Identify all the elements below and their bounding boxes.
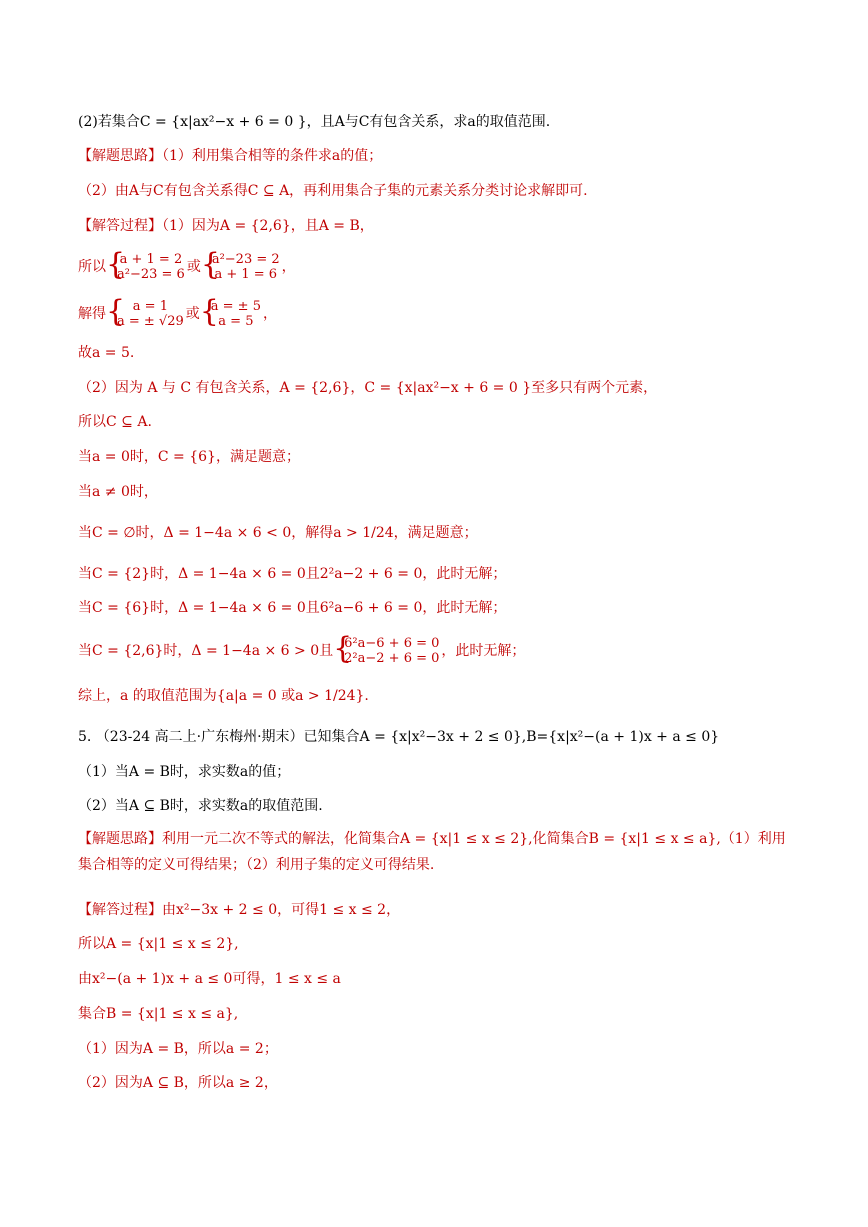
solution-case-a-zero: 当a = 0时，C = {6}，满足题意；	[78, 449, 300, 465]
equation-system: { a²−23 = 2 a + 1 = 6	[203, 252, 280, 282]
solution-idea-line-2: （2）由A与C有包含关系得C ⊆ A，再利用集合子集的元素关系分类讨论求解即可.	[78, 183, 588, 199]
text-fragment: 所以	[78, 259, 106, 275]
text-fragment: 解得	[78, 306, 106, 322]
equation-system: { a = ± 5 a = 5	[202, 299, 261, 329]
solution-part2-line-2: 所以C ⊆ A.	[78, 414, 152, 430]
solution-conclusion-1: 故a = 5.	[78, 345, 135, 361]
solution-idea-line-1: 【解题思路】（1）利用集合相等的条件求a的值；	[78, 148, 383, 164]
text-fragment: ，此时无解；	[441, 643, 526, 659]
solution-process-q5-line-6: （2）因为A ⊆ B，所以a ≥ 2，	[78, 1075, 278, 1091]
solution-case-6: 当C = {6}时，Δ = 1−4a × 6 = 0且6²a−6 + 6 = 0，此时无解；	[78, 600, 507, 616]
solution-system-equations	[78, 252, 296, 282]
equation-system: { a + 1 = 2 a²−23 = 6	[108, 252, 185, 282]
solution-process-q5-line-2: 所以A = {x|1 ≤ x ≤ 2},	[78, 936, 239, 952]
solution-solve-systems	[78, 299, 277, 329]
equation-system: { a = 1 a = ± √29	[108, 299, 184, 329]
solution-part2-line-1: （2）因为 A 与 C 有包含关系，A = {2,6}，C = {x|ax²−x + 6 = 0 }至多只有两个元素，	[78, 380, 658, 396]
text-fragment: ，	[281, 259, 296, 275]
solution-process-line-1: 【解答过程】（1）因为A = {2,6}，且A = B，	[78, 218, 374, 234]
question-5-part-1: （1）当A = B时，求实数a的值；	[78, 764, 291, 780]
text-fragment: 或	[186, 259, 201, 275]
solution-process-q5-line-3: 由x²−(a + 1)x + a ≤ 0可得，1 ≤ x ≤ a	[78, 971, 341, 987]
text-fragment: 或	[185, 306, 200, 322]
text-fragment: ，	[262, 306, 277, 322]
solution-summary: 综上，a 的取值范围为{a|a = 0 或a > 1/24}.	[78, 688, 369, 704]
solution-case-2-6	[78, 636, 525, 666]
text-fragment: 当C = {2,6}时，Δ = 1−4a × 6 > 0且	[78, 643, 334, 659]
question-part-2: (2)若集合C = {x|ax²−x + 6 = 0 }，且A与C有包含关系，求a的取值范围.	[78, 114, 551, 130]
solution-process-q5-line-4: 集合B = {x|1 ≤ x ≤ a},	[78, 1006, 239, 1022]
solution-process-q5-line-5: （1）因为A = B，所以a = 2；	[78, 1041, 278, 1057]
solution-case-2: 当C = {2}时，Δ = 1−4a × 6 = 0且2²a−2 + 6 = 0，此时无解；	[78, 566, 507, 582]
solution-idea-q5: 【解题思路】利用一元二次不等式的解法，化简集合A = {x|1 ≤ x ≤ 2},化简集合B = {x|1 ≤ x ≤ a},（1）利用集合相等的定义可得结果；（2）利用子集的定义可得结果.	[78, 831, 786, 873]
question-5-part-2: （2）当A ⊆ B时，求实数a的取值范围.	[78, 798, 323, 814]
solution-case-empty: 当C = ∅时，Δ = 1−4a × 6 < 0，解得a > 1/24，满足题意；	[78, 525, 478, 541]
solution-process-q5-line-1: 【解答过程】由x²−3x + 2 ≤ 0，可得1 ≤ x ≤ 2，	[78, 902, 401, 918]
equation-system: { 6²a−6 + 6 = 0 2²a−2 + 6 = 0	[335, 636, 439, 666]
question-5-stem: 5. （23-24 高二上·广东梅州·期末）已知集合A = {x|x²−3x + 2 ≤ 0},B={x|x²−(a + 1)x + a ≤ 0}	[78, 729, 720, 745]
solution-case-a-nonzero: 当a ≠ 0时，	[78, 484, 158, 500]
